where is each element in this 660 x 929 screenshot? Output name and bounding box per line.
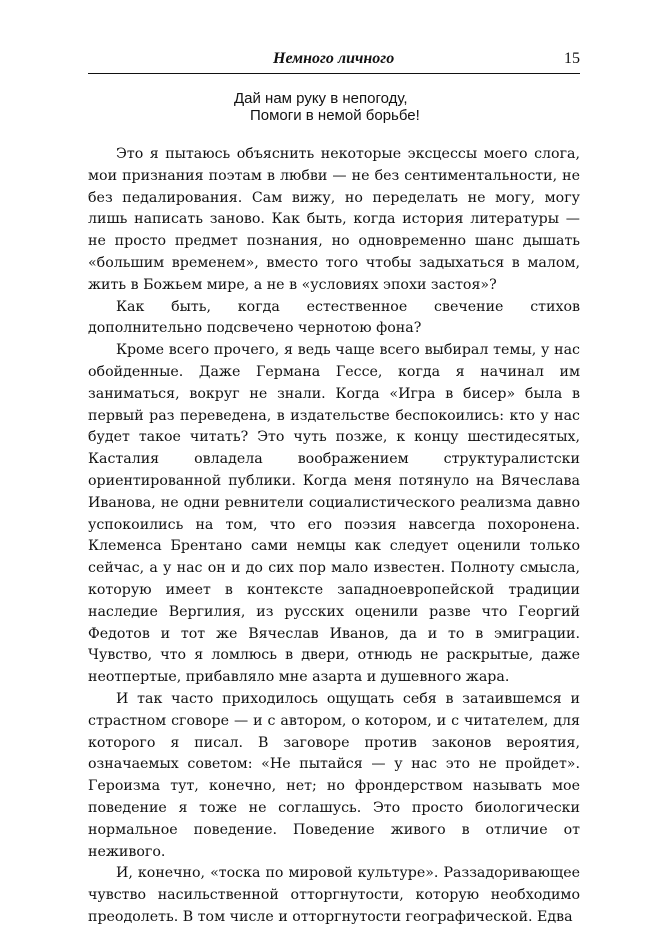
paragraph: Это я пытаюсь объяснить некоторые эксцессы моего слога, мои признания поэтам в любви — не без сентиментальности, не без педалирования. Сам вижу, но переделать не могу, могу лишь написать заново. Как быть, когда история литературы — не просто предмет познания, но одновременно шанс дышать «большим временем», вместо того чтобы задыхаться в малом, жить в Божьем мире, а не в «условиях эпохи застоя»? bbox=[88, 146, 580, 293]
page-number: 15 bbox=[564, 50, 580, 67]
paragraph: И так часто приходилось ощущать себя в затаившемся и страстном сговоре — и с автором, о котором, и с читателем, для которого я писал. В заговоре против законов вероятия, означаемых советом: «Не пытайся — у нас это не пройдет». Героизма тут, конечно, нет; но фрондерством называть мое поведение я тоже не соглашусь. Это просто биологически нормальное поведение. Поведение живого в отличие от неживого. bbox=[88, 690, 580, 860]
running-head bbox=[88, 50, 588, 70]
paragraph: Кроме всего прочего, я ведь чаще всего выбирал темы, у нас обойденные. Даже Германа Гессе, когда я начинал им заниматься, вокруг не знали. Когда «Игра в бисер» была в первый раз переведена, в издательстве беспокоились: кто у нас будет такое читать? Это чуть позже, к концу шестидесятых, Касталия овладела воображением структуралистски ориентированной публики. Когда меня потянуло на Вячеслава Иванова, не одни ревнители социалистического реализма давно успокоились на том, что его поэзия навсегда похоронена. Клеменса Брентано сами немцы как следует оценили только сейчас, а у нас он и до сих пор мало известен. Полноту смысла, которую имеет в контексте западноевропейской традиции наследие Вергилия, из русских оценили разве что Георгий Федотов и тот же Вячеслав Иванов, да и то в эмиграции. Чувство, что я ломлюсь в двери, отнюдь не раскрытые, даже неотпертые, прибавляло мне азарта и душевного жара. bbox=[88, 342, 580, 686]
running-head-title: Немного личного bbox=[273, 50, 395, 67]
paragraph: И, конечно, «тоска по мировой культуре». Раззадоривающее чувство насильственной отторгнутости, которую необходимо преодолеть. В том числе и отторгнутости географической. Едва bbox=[88, 865, 580, 925]
epigraph-line: Помоги в немой борьбе! bbox=[250, 107, 420, 124]
epigraph-line: Дай нам руку в непогоду, bbox=[234, 90, 408, 107]
epigraph bbox=[234, 90, 420, 124]
body-text bbox=[88, 144, 580, 929]
header-rule bbox=[88, 73, 580, 74]
paragraph: Как быть, когда естественное свечение стихов дополнительно подсвечено чернотою фона? bbox=[88, 298, 580, 337]
